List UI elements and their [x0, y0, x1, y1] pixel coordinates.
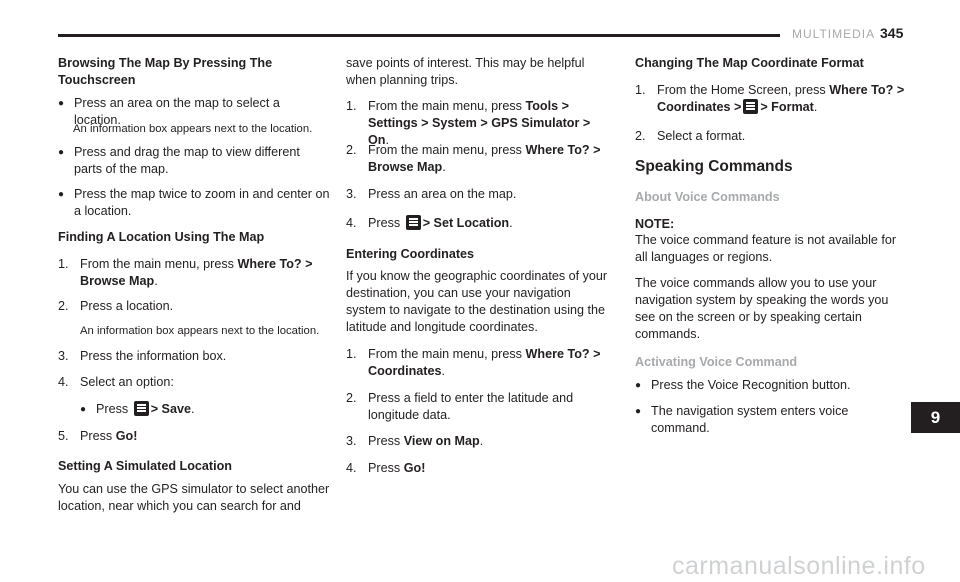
step-1 — [58, 256, 330, 290]
step-end: . — [441, 364, 445, 378]
header-rule — [58, 34, 780, 37]
step-text: Press — [368, 216, 404, 230]
step-text: From the main menu, press — [368, 99, 526, 113]
heading-entering-coordinates: Entering Coordinates — [346, 247, 475, 261]
bullet-voice-mode — [635, 403, 905, 437]
heading-simulated-location: Setting A Simulated Location — [58, 459, 232, 473]
menu-icon — [743, 99, 758, 114]
step-text: Press the information box. — [80, 349, 227, 363]
heading-coordinate-format: Changing The Map Coordinate Format — [635, 56, 864, 70]
note-label: NOTE: — [635, 217, 675, 231]
heading-finding-location: Finding A Location Using The Map — [58, 230, 265, 244]
bullet-voice-button — [635, 377, 905, 394]
step-text: From the main menu, press — [368, 143, 526, 157]
menu-icon — [406, 215, 421, 230]
ui-label: View on Map — [403, 434, 480, 448]
step-number: 1. — [346, 99, 357, 113]
ui-label: > Set Location — [422, 216, 510, 230]
step-text: From the main menu, press — [80, 257, 238, 271]
ui-label: Go! — [115, 429, 138, 443]
step-end: . — [442, 160, 446, 174]
step-number: 3. — [58, 349, 69, 363]
step-text: Press a location. — [80, 299, 174, 313]
coord-step-4 — [346, 460, 614, 477]
step-4 — [346, 215, 614, 232]
heading-browsing-map: Browsing The Map By Pressing The Touchscreen — [58, 56, 273, 87]
ui-label: Go! — [403, 461, 426, 475]
step-number: 1. — [58, 257, 69, 271]
step-text: From the Home Screen, press — [657, 83, 830, 97]
step-text: Press — [368, 434, 404, 448]
step-number: 2. — [635, 129, 646, 143]
menu-icon — [134, 401, 149, 416]
step-end: . — [479, 434, 484, 448]
step-end: . — [154, 274, 158, 288]
info-note-2: An information box appears next to the location. — [80, 325, 320, 337]
coord-step-3 — [346, 433, 614, 450]
ui-label: Where To? > Browse Map — [368, 143, 601, 174]
coordinates-paragraph: If you know the geographic coordinates of your destination, you can use your navigation system to navigate to the destination using the latitude and longitude coordinates. — [346, 269, 608, 334]
bullet-zoom-map — [58, 186, 330, 220]
step-number: 4. — [346, 461, 357, 475]
chapter-tab: 9 — [911, 402, 960, 433]
ui-label: Where To? > Browse Map — [80, 257, 313, 288]
ui-label: Where To? > Coordinates > — [657, 83, 905, 114]
step-2 — [346, 142, 614, 176]
step-5 — [58, 428, 330, 445]
ui-label: Where To? > Coordinates — [368, 347, 601, 378]
ui-label: Tools > Settings > System > GPS Simulator > On — [368, 99, 591, 147]
step-number: 1. — [635, 83, 646, 97]
ui-label: > Save — [150, 402, 191, 416]
step-number: 2. — [58, 299, 69, 313]
bullet-text: Press an area on the map to select a location. — [74, 96, 280, 127]
coord-step-2 — [346, 390, 614, 424]
step-text: Press — [80, 429, 116, 443]
step-number: 4. — [346, 216, 357, 230]
step-3 — [346, 186, 614, 203]
simulated-location-paragraph: You can use the GPS simulator to select another location, near which you can search for and — [58, 482, 330, 513]
voice-commands-paragraph: The voice commands allow you to use your navigation system by speaking the words you see on the screen or by speaking certain commands. — [635, 276, 889, 341]
info-note-1: An information box appears next to the location. — [73, 123, 313, 135]
step-end: . — [813, 100, 818, 114]
bullet-text: Press and drag the map to view different parts of the map. — [74, 145, 300, 176]
step-number: 2. — [346, 391, 357, 405]
step-number: 2. — [346, 143, 357, 157]
step-text: Press an area on the map. — [368, 187, 517, 201]
format-step-2 — [635, 128, 905, 145]
coord-step-1 — [346, 346, 614, 380]
watermark: carmanualsonline.info — [672, 552, 926, 580]
step-text: Press a field to enter the latitude and longitude data. — [368, 391, 574, 422]
step-text: Select an option: — [80, 375, 174, 389]
bullet-text: The navigation system enters voice command. — [651, 404, 849, 435]
step-number: 5. — [58, 429, 69, 443]
step-number: 4. — [58, 375, 69, 389]
step-text: From the main menu, press — [368, 347, 526, 361]
heading-activating-voice-command: Activating Voice Command — [635, 355, 798, 369]
format-step-1 — [635, 82, 905, 116]
note-text: The voice command feature is not available for all languages or regions. — [635, 233, 897, 264]
step-number: 1. — [346, 347, 357, 361]
step-end: . — [385, 133, 389, 147]
bullet-text: Press the map twice to zoom in and center on a location. — [74, 187, 330, 218]
step-text: Press — [368, 461, 404, 475]
sub-bullet-save — [80, 401, 194, 418]
heading-about-voice-commands: About Voice Commands — [635, 190, 780, 204]
continued-paragraph: save points of interest. This may be helpful when planning trips. — [346, 56, 585, 87]
step-number: 3. — [346, 434, 357, 448]
header-section-title: MULTIMEDIA — [792, 27, 876, 41]
step-text: Select a format. — [657, 129, 746, 143]
page-number: 345 — [880, 25, 904, 41]
step-4 — [58, 374, 330, 391]
heading-speaking-commands: Speaking Commands — [635, 158, 793, 175]
ui-label: > Format — [760, 100, 814, 114]
bullet-text: Press the Voice Recognition button. — [651, 378, 851, 392]
step-text: Press — [96, 402, 132, 416]
step-2 — [58, 298, 330, 315]
step-3 — [58, 348, 330, 365]
step-end: . — [190, 402, 195, 416]
step-end: . — [509, 216, 513, 230]
step-number: 3. — [346, 187, 357, 201]
bullet-drag-map — [58, 144, 330, 178]
